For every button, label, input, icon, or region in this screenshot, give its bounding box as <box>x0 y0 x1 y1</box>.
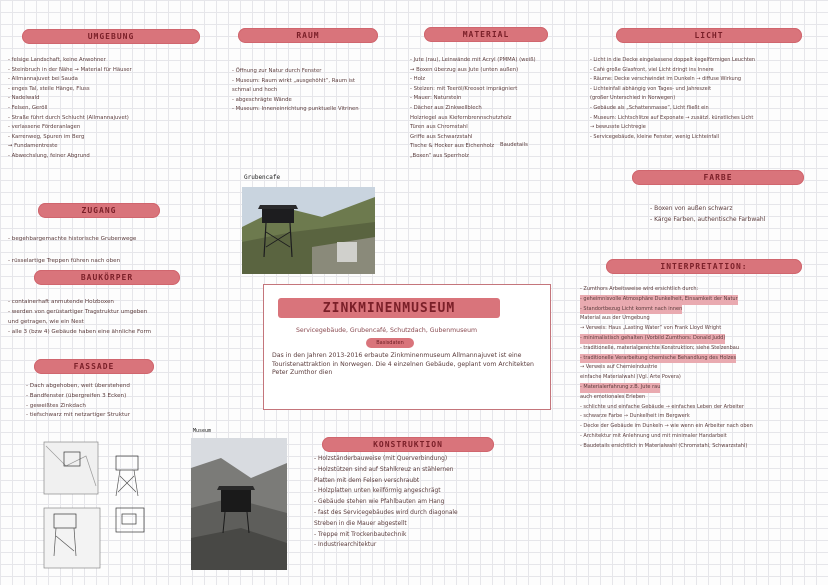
interpretation-item: - Architektur mit Anlehnung und mit minimaler Handarbeit <box>580 432 727 439</box>
licht-item: - Museum: Lichtschlitze auf Exponate → zusätzl. künstliches Licht <box>590 114 754 121</box>
section-sketches <box>36 436 186 574</box>
intro-paragraph: Das in den Jahren 2013-2016 erbaute Zinkminenmuseum Allmannajuvet ist eine Touristenattraktion in Norwegen. Die 4 einzelnen Gebäude, geplant vom Architekten Peter Zumthor dien <box>272 352 534 377</box>
material-item: „Boxen“ aus Sperrholz <box>410 152 469 159</box>
fassade-item: - tiefschwarz mit netzartiger Struktur <box>26 412 131 419</box>
licht-item: - Licht in die Decke eingelassene doppelt kegelförmigen Leuchten <box>590 57 756 63</box>
konstruktion-item: - Industriearchitektur <box>314 542 377 549</box>
baukoerper-item: - werden von gerüstartiger Tragstruktur umgeben <box>8 309 148 315</box>
umgebung-item: - Felsen, Geröll <box>8 104 48 111</box>
umgebung-item: - Steinbruch in der Nähe → Material für Häuser <box>8 66 132 73</box>
konstruktion-list <box>314 454 554 551</box>
main-title: ZINKMINENMUSEUM <box>278 298 500 318</box>
interpretation-item: → Verweis auf Chemieindustrie <box>580 364 658 371</box>
grubencafe-caption: Grubencafe <box>244 174 281 181</box>
raum-list <box>232 67 412 115</box>
material-item: - Jute (rau), Leinwände mit Acryl (PMMA) (weiß) <box>410 57 536 63</box>
umgebung-item: - Allmannajuvet bei Sauda <box>8 76 78 83</box>
umgebung-item: - Nadelwald <box>8 95 40 102</box>
interpretation-item: - traditionelle Verarbeitung chemische Behandlung des Holzes <box>580 354 736 364</box>
konstruktion-item: Platten mit dem Felsen verschraubt <box>314 477 420 484</box>
konstruktion-item: Streben in die Mauer abgestellt <box>314 520 407 527</box>
farbe-list <box>650 203 820 225</box>
baukoerper-item: - alle 3 (bzw 4) Gebäude haben eine ähnliche Form <box>8 329 152 335</box>
raum-item: - abgeschrägte Wände <box>232 96 292 103</box>
interpretation-item: - Zumthors Arbeitsweise wird ersichtlich durch: <box>580 286 699 292</box>
fassade-list <box>26 382 206 421</box>
basisdaten-badge: Basisdaten <box>366 338 414 348</box>
zugang-list <box>8 228 208 272</box>
material-item: Griffe aus Schwarzstahl <box>410 133 473 140</box>
interpretation-item: - Decke der Gebäude im Dunkeln → wie wenn ein Arbeiter nach oben <box>580 423 753 430</box>
material-item: - Stelzen: mit Teeröl/Kreosot imprägniert <box>410 85 518 92</box>
interpretation-item: - Standortbezug Licht kommt nach innen <box>580 305 682 315</box>
material-item: - Holz <box>410 76 426 83</box>
interpretation-item: - traditionelle, materialgerechte Konstruktion; siehe Stelzenbau <box>580 344 739 351</box>
licht-item: - Räume: Decke verschwindet im Dunkeln → diffuse Wirkung <box>590 76 742 83</box>
museum-caption: Museum <box>193 428 212 434</box>
header-zugang: ZUGANG <box>38 203 160 218</box>
material-item: Tische & Hocker aus Eichenholz <box>410 143 495 150</box>
interpretation-item: - schwarze Farbe → Dunkelheit im Bergwerk <box>580 413 690 420</box>
header-licht: LICHT <box>616 28 802 43</box>
umgebung-list <box>8 56 208 162</box>
interpretation-item: Material aus der Umgebung <box>580 315 650 322</box>
interpretation-item: - Baudetails ersichtlich in Materialwahl (Chromstahl, Schwarzstahl) <box>580 442 748 449</box>
material-item: Holzriegel aus Kiefernbrennschutzholz <box>410 114 512 121</box>
header-farbe: FARBE <box>632 170 804 185</box>
fassade-item: - Bandfenster (übergreifen 3 Ecken) <box>26 392 127 399</box>
header-konstruktion: KONSTRUKTION <box>322 437 494 452</box>
farbe-item: - Boxen von außen schwarz <box>650 205 733 212</box>
material-list <box>410 56 586 162</box>
licht-item: → bewusste Lichtregie <box>590 124 646 131</box>
konstruktion-item: - fast des Servicegebäudes wird durch diagonale <box>314 509 458 516</box>
konstruktion-item: - Holzplatten unten keilförmig angeschrägt <box>314 488 441 495</box>
title-subtitle: Servicegebäude, Grubencafé, Schutzdach, Gubenmuseum <box>296 327 478 334</box>
header-baukoerper: BAUKÖRPER <box>34 270 180 285</box>
umgebung-item: - Karrenweg, Spuren im Berg <box>8 133 85 140</box>
interpretation-item: - Materialerfahrung z.B. Jute rau <box>580 383 660 393</box>
material-item: - Dächer aus Zinkwellblech <box>410 104 482 111</box>
fassade-item: - Dach abgehoben, weit überstehend <box>26 383 130 389</box>
museum-photo <box>191 438 287 570</box>
fassade-item: - geweißtes Zinkdach <box>26 402 86 409</box>
header-umgebung: UMGEBUNG <box>22 29 200 44</box>
header-raum: RAUM <box>238 28 378 43</box>
zugang-item: - rüsselartige Treppen führen nach oben <box>8 258 121 264</box>
raum-item: - Museum: Inneneinrichtung punktuelle Vitrinen <box>232 106 359 113</box>
raum-item: schmal und hoch <box>232 87 278 94</box>
material-item: - Mauer: Naturstein <box>410 95 462 102</box>
header-fassade: FASSADE <box>34 359 154 374</box>
baukoerper-item: - containerhaft anmutende Holzboxen <box>8 299 114 305</box>
licht-item: - Servicegebäude, kleine Fenster, wenig Lichteinfall <box>590 133 720 140</box>
interpretation-item: - minimalistisch gehalten (Vorbild Zumthors: Donald Judd) <box>580 334 725 344</box>
raum-item: - Museum: Raum wirkt „ausgehöhlt“, Raum ist <box>232 77 356 84</box>
interpretation-item: auch emotionales Erleben <box>580 393 646 400</box>
umgebung-item: - Straße führt durch Schlucht (Allmannajuvet) <box>8 114 129 121</box>
licht-item: - Gebäude als „Schattenmasse“, Licht fließt ein <box>590 104 709 111</box>
header-material: MATERIAL <box>424 27 548 42</box>
umgebung-item: - verlassene Förderanlagen <box>8 124 81 131</box>
konstruktion-item: - Holzständerbauweise (mit Querverbindung) <box>314 456 448 462</box>
grubencafe-photo <box>242 187 375 274</box>
interpretation-item: → Verweis: Haus „Lasting Water“ von Frank Lloyd Wright <box>580 325 722 332</box>
material-item: Türen aus Chromstahl <box>410 124 468 131</box>
interpretation-item: - geheimnisvolle Atmosphäre Dunkelheit, Einsamkeit der Natur <box>580 295 738 305</box>
farbe-item: - Kärge Farben, authentische Farbwahl <box>650 216 766 223</box>
baukoerper-list <box>8 297 218 337</box>
umgebung-item: → Fundamentreste <box>8 143 58 150</box>
interpretation-list <box>580 285 826 452</box>
interpretation-item: - schlichte und einfache Gebäude → einfaches Leben der Arbeiter <box>580 403 744 410</box>
raum-item: - Öffnung zur Natur durch Fenster <box>232 68 322 74</box>
licht-list <box>590 56 822 142</box>
baukoerper-item: und getragen, wie ein Nest <box>8 319 84 325</box>
umgebung-item: - Abwechslung, feiner Abgrund <box>8 152 90 159</box>
licht-item: (großer Unterschied in Norwegen) <box>590 95 676 102</box>
header-interpretation: INTERPRETATION: <box>606 259 802 274</box>
material-brace-label: Baudetails <box>500 142 528 148</box>
umgebung-item: - felsige Landschaft, keine Anwohner <box>8 57 106 63</box>
konstruktion-item: - Holzstützen sind auf Stahlkreuz an stählernen <box>314 466 454 473</box>
zugang-item: - begehbargemachte historische Grubenwege <box>8 236 137 242</box>
konstruktion-item: - Gebäude stehen wie Pfahlbauten am Hang <box>314 499 445 506</box>
licht-item: - Lichteinfall abhängig von Tages- und Jahreszeit <box>590 85 712 92</box>
material-item: → Boxen überzug aus Jute (unten außen) <box>410 66 519 73</box>
umgebung-item: - enges Tal, steile Hänge, Fluss <box>8 85 90 92</box>
konstruktion-item: - Treppe mit Trockenbautechnik <box>314 531 407 538</box>
interpretation-item: einfache Materialwahl (Vgl. Arte Povera) <box>580 374 681 381</box>
licht-item: - Café große Glasfront, viel Licht dringt ins Innere <box>590 66 714 73</box>
